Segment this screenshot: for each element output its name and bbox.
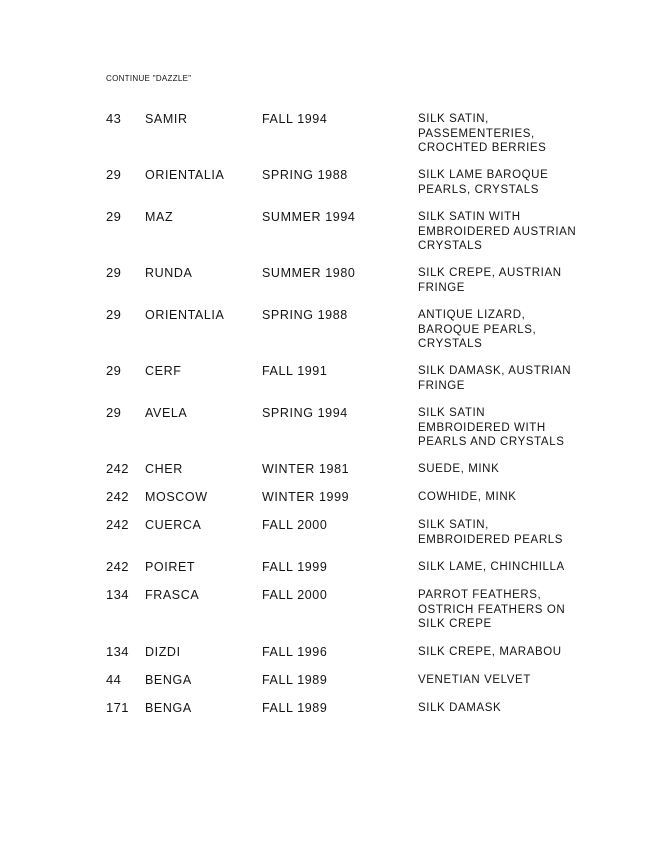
item-number: 29 <box>106 167 122 182</box>
item-season: WINTER 1999 <box>262 490 350 504</box>
item-season: SPRING 1988 <box>262 168 348 182</box>
item-season: FALL 2000 <box>262 518 328 532</box>
item-material: SUEDE, MINK <box>418 463 500 475</box>
item-season: SUMMER 1980 <box>262 266 356 280</box>
item-season: FALL 1989 <box>262 673 328 687</box>
item-material: SILK LAME, CHINCHILLA <box>418 561 565 573</box>
item-number: 134 <box>106 587 129 602</box>
item-number: 29 <box>106 363 122 378</box>
item-season: WINTER 1981 <box>262 462 350 476</box>
item-material: SILK CREPE, AUSTRIAN FRINGE <box>418 267 562 294</box>
item-name: FRASCA <box>145 588 200 602</box>
item-season: FALL 1994 <box>262 112 328 126</box>
item-season: SUMMER 1994 <box>262 210 356 224</box>
item-material: SILK SATIN, PASSEMENTERIES, CROCHTED BERRIES <box>418 113 547 154</box>
item-season: SPRING 1988 <box>262 308 348 322</box>
item-name: POIRET <box>145 560 196 574</box>
item-material: SILK SATIN, EMBROIDERED PEARLS <box>418 519 563 546</box>
item-material: COWHIDE, MINK <box>418 491 517 503</box>
item-name: CERF <box>145 364 182 378</box>
item-number: 242 <box>106 461 129 476</box>
item-number: 134 <box>106 644 129 659</box>
item-number: 29 <box>106 405 122 420</box>
item-name: BENGA <box>145 701 192 715</box>
item-material: SILK SATIN EMBROIDERED WITH PEARLS AND CRYSTALS <box>418 407 565 448</box>
item-name: ORIENTALIA <box>145 168 225 182</box>
item-number: 242 <box>106 489 129 504</box>
item-number: 29 <box>106 265 122 280</box>
item-name: BENGA <box>145 673 192 687</box>
item-number: 242 <box>106 559 129 574</box>
page-header: CONTINUE "DAZZLE" <box>106 74 192 83</box>
item-number: 44 <box>106 672 122 687</box>
item-season: FALL 1999 <box>262 560 328 574</box>
item-name: DIZDI <box>145 645 181 659</box>
item-season: FALL 1991 <box>262 364 328 378</box>
item-name: MOSCOW <box>145 490 208 504</box>
item-number: 29 <box>106 209 122 224</box>
item-name: AVELA <box>145 406 188 420</box>
item-material: SILK SATIN WITH EMBROIDERED AUSTRIAN CRYSTALS <box>418 211 577 252</box>
item-season: SPRING 1994 <box>262 406 348 420</box>
item-number: 29 <box>106 307 122 322</box>
item-number: 171 <box>106 700 129 715</box>
item-material: PARROT FEATHERS, OSTRICH FEATHERS ON SILK CREPE <box>418 589 566 630</box>
item-material: SILK LAME BAROQUE PEARLS, CRYSTALS <box>418 169 549 196</box>
item-material: VENETIAN VELVET <box>418 674 531 686</box>
item-material: SILK CREPE, MARABOU <box>418 646 562 658</box>
item-material: SILK DAMASK <box>418 702 502 714</box>
item-season: FALL 1989 <box>262 701 328 715</box>
item-name: ORIENTALIA <box>145 308 225 322</box>
item-name: MAZ <box>145 210 174 224</box>
item-name: CUERCA <box>145 518 202 532</box>
item-name: SAMIR <box>145 112 188 126</box>
item-material: SILK DAMASK, AUSTRIAN FRINGE <box>418 365 572 392</box>
item-material: ANTIQUE LIZARD, BAROQUE PEARLS, CRYSTALS <box>418 309 537 350</box>
item-number: 242 <box>106 517 129 532</box>
item-name: RUNDA <box>145 266 193 280</box>
item-season: FALL 1996 <box>262 645 328 659</box>
item-name: CHER <box>145 462 183 476</box>
item-season: FALL 2000 <box>262 588 328 602</box>
item-number: 43 <box>106 111 122 126</box>
